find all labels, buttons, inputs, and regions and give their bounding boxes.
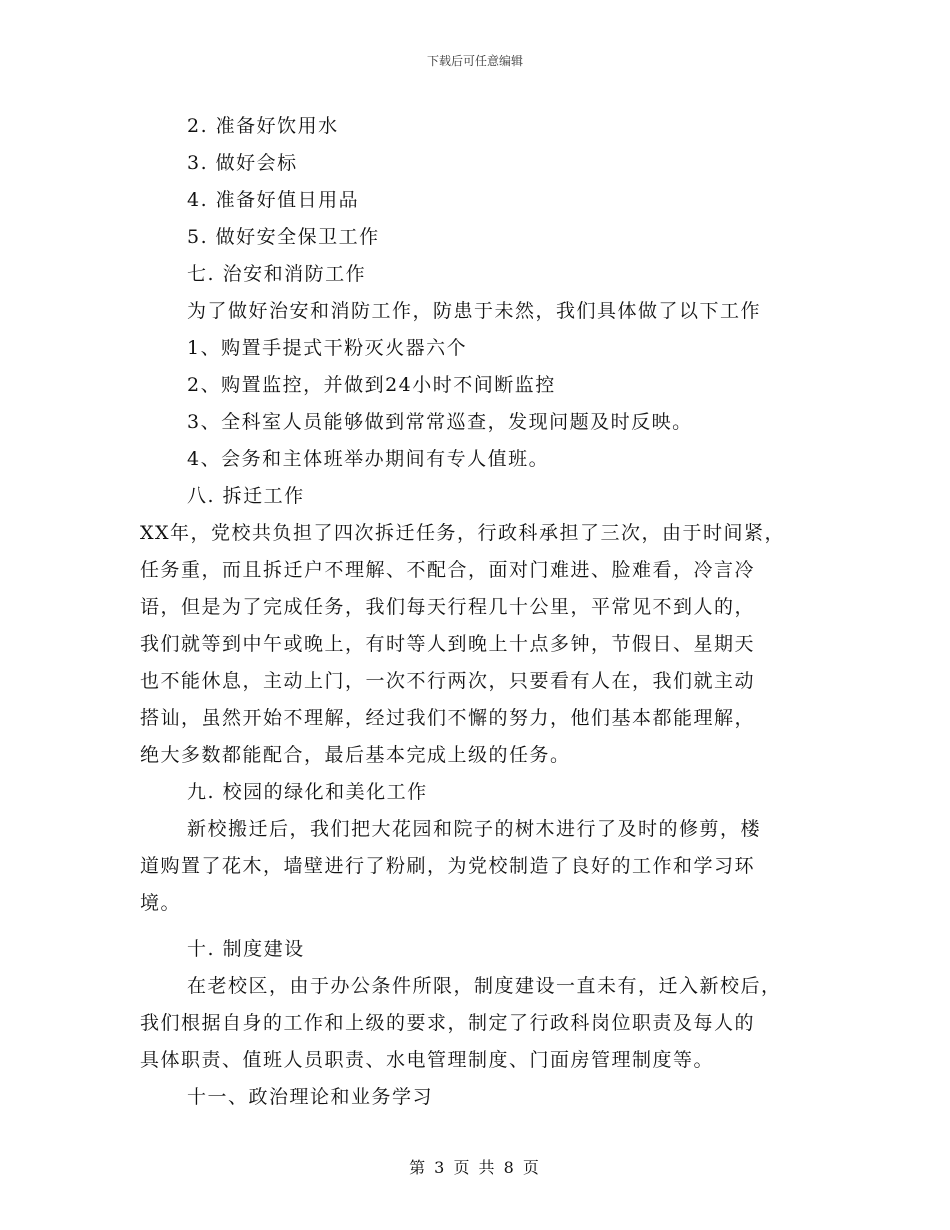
paragraph-line: 境。: [140, 892, 182, 914]
list-item-patrol: 3、全科室人员能够做到常常巡查，发现问题及时反映。: [187, 411, 693, 433]
list-item-banner: 3. 做好会标: [187, 152, 298, 174]
page-header: 下载后可任意编辑: [426, 54, 523, 68]
list-item-prepare-water: 2. 准备好饮用水: [187, 115, 339, 137]
section-heading-9: 九. 校园的绿化和美化工作: [187, 781, 428, 803]
paragraph-line: 绝大多数都能配合，最后基本完成上级的任务。: [140, 744, 571, 766]
paragraph-line: 也不能休息，主动上门，一次不行两次，只要看有人在，我们就主动: [140, 670, 756, 692]
paragraph-line: 我们根据自身的工作和上级的要求，制定了行政科岗位职责及每人的: [140, 1012, 756, 1034]
paragraph-line: 我们就等到中午或晚上，有时等人到晚上十点多钟，节假日、星期天: [140, 633, 756, 655]
list-item-on-duty: 4、会务和主体班举办期间有专人值班。: [187, 448, 550, 470]
list-item-security: 5. 做好安全保卫工作: [187, 226, 380, 248]
list-item-duty-supplies: 4. 准备好值日用品: [187, 189, 360, 211]
paragraph-line: XX年，党校共负担了四次拆迁任务，行政科承担了三次，由于时间紧，: [140, 522, 786, 544]
paragraph-line: 在老校区，由于办公条件所限，制度建设一直未有，迁入新校后，: [187, 975, 782, 997]
paragraph-line: 新校搬迁后，我们把大花园和院子的树木进行了及时的修剪，楼: [187, 818, 762, 840]
list-item-monitoring: 2、购置监控，并做到24小时不间断监控: [187, 374, 556, 396]
paragraph-line: 语，但是为了完成任务，我们每天行程几十公里，平常见不到人的，: [140, 596, 756, 618]
section-heading-10: 十. 制度建设: [187, 938, 305, 960]
paragraph-line: 搭讪，虽然开始不理解，经过我们不懈的努力，他们基本都能理解，: [140, 707, 756, 729]
paragraph-line: 具体职责、值班人员职责、水电管理制度、门面房管理制度等。: [140, 1049, 715, 1071]
paragraph-line: 为了做好治安和消防工作，防患于未然，我们具体做了以下工作: [187, 300, 762, 322]
page-number: 第 3 页 共 8 页: [409, 1158, 541, 1177]
section-heading-7: 七. 治安和消防工作: [187, 263, 367, 285]
paragraph-line: 任务重，而且拆迁户不理解、不配合，面对门难进、脸难看，冷言冷: [140, 559, 756, 581]
list-item-extinguishers: 1、购置手提式干粉灭火器六个: [187, 337, 468, 359]
section-heading-8: 八. 拆迁工作: [187, 485, 305, 507]
paragraph-line: 道购置了花木，墙壁进行了粉刷，为党校制造了良好的工作和学习环: [140, 855, 756, 877]
section-heading-11: 十一、政治理论和业务学习: [187, 1086, 434, 1108]
